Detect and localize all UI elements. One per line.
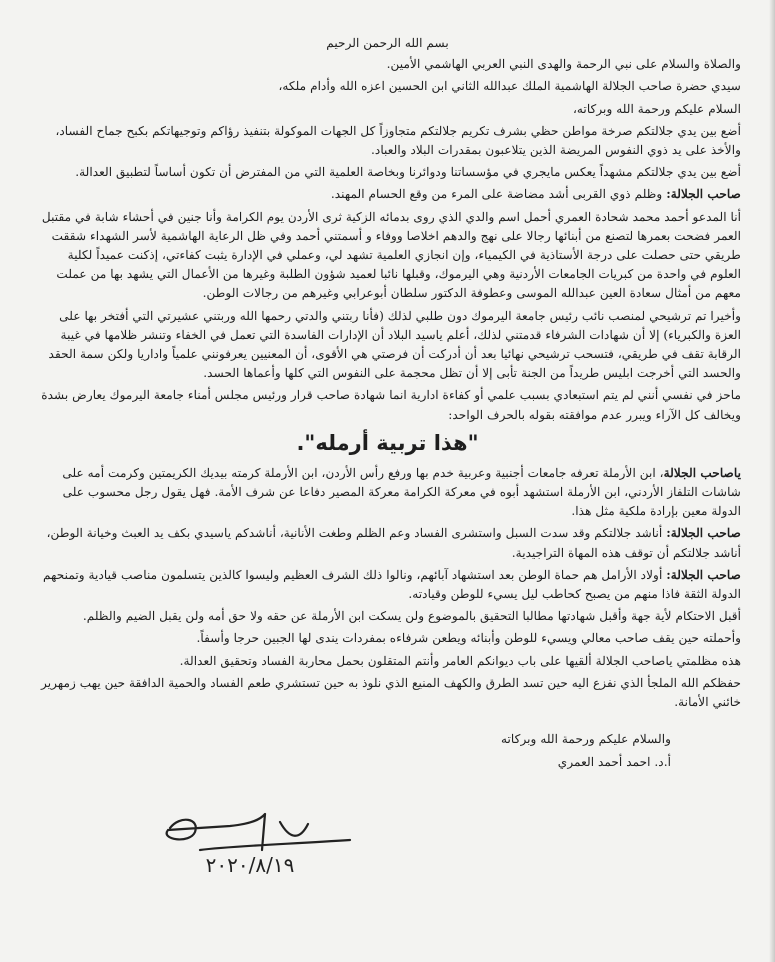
paragraph-11: وأحملته حين يقف صاحب معالي ويسيء للوطن وأبنائه ويطعن شرفاءه بمفردات يندى لها الجبين حرجا وأسفاً. xyxy=(196,631,741,646)
paragraph-8-lead: صاحب الجلالة: xyxy=(666,526,741,541)
paragraph-13: حفظكم الله الملجأ الذي نفزع اليه حين تسد الطرق والكهف المنيع الذي نلوذ به حين تستشري طعم الفساد والحمية الدافقة حين يهب زمهرير خائني الأمانة. xyxy=(41,675,741,710)
paragraph-10: أقبل الاحتكام لأية جهة وأقبل شهادتها مطالبا التحقيق بالموضوع ولن يسكت ابن الأرملة عن حقه ولا حق أمه ولن يقبل الضيم والظلم. xyxy=(82,609,741,624)
signature-date: ٢٠٢٠/٨/١٩ xyxy=(205,853,295,877)
handwritten-signature xyxy=(140,810,360,880)
greeting-line: السلام عليكم ورحمة الله وبركاته، xyxy=(572,101,741,116)
paragraph-9 xyxy=(34,566,741,604)
paragraph-3-text: وظلم ذوي القربى أشد مضاضة على المرء من وقع الحسام المهند. xyxy=(330,187,667,202)
salat-line: والصلاة والسلام على نبي الرحمة والهدى النبي العربي الهاشمي الأمين. xyxy=(386,57,741,72)
paragraph-1: أضع بين يدي جلالتكم صرخة مواطن حظي بشرف تكريم جلالتكم متجاوزاً كل الجهات الموكولة بتنفيذ رؤاكم وتوجيهاتكم بكبح جماح الفساد، والأخذ على يد ذوي النفوس المريضة الذين يتلاعبون بمقدرات البلاد والعباد. xyxy=(55,123,741,158)
paragraph-4: أنا المدعو أحمد محمد شحادة العمري أحمل اسم والدي الذي روى بدمائه الزكية ثرى الأردن يوم الكرامة وأنا جنين في أحشاء شابة في مقتبل العمر فضحت بعمرها لتصنع من أبنائها رجالا على نهج والدهم اخلاصا ووفاء و أسمتني أحمد وفي ظل الرعاية الهاشمية لأسر الشهداء شققت طريقي حتى حصلت على درجة الأستاذية في الكيمياء، وإن انجازي العلمية تشهد لي، وعملي في الإدارة يثبت كفاءتي، إذكنت عميداً لكلية العلوم في واحدة من كبريات الجامعات الأردنية وهي اليرموك، وقبلها نائبا لعميد شؤون الطلبة وغيرها من الأعمال التي يشهد بها من عملت معهم من أمثال سعادة العين عبدالله الموسى وعطوفة الدكتور سلطان أبوعرابي وغيرهم من رجالات الوطن. xyxy=(41,209,741,301)
address-line: سيدي حضرة صاحب الجلالة الهاشمية الملك عبدالله الثاني ابن الحسين اعزه الله وأدام ملكه، xyxy=(278,79,741,94)
paragraph-7-lead: ياصاحب الجلالة xyxy=(663,465,741,480)
paragraph-9-text: أولاد الأرامل هم حماة الوطن بعد استشهاد آبائهم، ونالوا ذلك الشرف العظيم وليسوا كالذين يتسلمون مناصب قيادية وتمنحهم الدولة الثقة فاذا منهم من يصبح كحاطب ليل يسيء للوطن وقيادته. xyxy=(43,567,741,602)
paragraph-6: ماحز في نفسي أنني لم يتم استبعادي بسبب علمي أو كفاءة ادارية انما شهادة صاحب قرار ورئيس مجلس أمناء جامعة اليرموك يعارض بشدة ويخالف كل الآراء ويبرر عدم موافقته بقوله بالحرف الواحد: xyxy=(41,388,741,422)
paragraph-7-text: ، ابن الأرملة تعرفه جامعات أجنبية وعربية خدم بها ورفع رأس الأردن، ابن الأرملة كرمته بيديك الكريمتين وكرمت أمه على شاشات التلفاز الأردني، ابن الأرملة استشهد أبوه في معركة الكرامة معركة المصير دفاعا عن شرف الأمة. فهل يقول رجل محسوب على الدولة معين بإرادة ملكية مثل هذا. xyxy=(62,465,741,519)
paragraph-12: هذه مظلمتي ياصاحب الجلالة ألقيها على باب ديوانكم العامر وأنتم المتقلون بحمل محاربة الفساد وتحقيق العدالة. xyxy=(179,653,741,668)
quoted-slogan: "هذا تربية أرمله". xyxy=(296,430,479,455)
paragraph-9-lead: صاحب الجلالة: xyxy=(666,567,741,582)
paragraph-8-text: أناشد جلالتكم وقد سدت السبل واستشرى الفساد وعم الظلم وطغت الأنانية، أناشدكم ياسيدي بكف يد العبث وخيانة الوطن، أناشد جلالتكم أن توقف هذه المهاة التراجيدية. xyxy=(46,526,741,560)
paragraph-8 xyxy=(34,524,741,562)
paragraph-3 xyxy=(34,185,741,204)
signatory-name: أ.د. احمد أحمد العمري xyxy=(557,754,671,769)
closing-line: والسلام عليكم ورحمة الله وبركاته xyxy=(501,732,671,747)
paragraph-2: أضع بين يدي جلالتكم مشهداً يعكس مايجري في مؤسساتنا ودوائرنا وبخاصة العلمية التي من المفترض أن تكون أساساً لتطبيق العدالة. xyxy=(75,165,741,180)
page-edge-shadow xyxy=(769,0,775,962)
basmala: بسم الله الرحمن الرحيم xyxy=(326,36,449,50)
paragraph-5: وأخيرا تم ترشيحي لمنصب نائب رئيس جامعة اليرموك دون طلبي لذلك (فأنا ربتني والدتي رحمها الله وربتني عشيرتي التي أفتخر بها على العزة والكبرياء) إلا أن شهادات الشرفاء قدمتني لذلك، أعلم ياسيد البلاد أن الإدارات الفاسدة التي تعمل في الخفاء وتنشر ظلامها في غيبة الرقابة تقف في طريقي، فتسحب ترشيحي نهائيا بعد أن أدركت أن فرصتي هي الأقوى، أن المعنيين يعرفونني علمياً واداريا ولكن سمة الحقد والحسد التي أخرجت ابليس طريداً من الجنة تأبى إلا أن تظل محجمة على النفوس التي كلها وأعماها الحسد. xyxy=(48,308,741,381)
paragraph-3-lead: صاحب الجلالة: xyxy=(666,187,741,202)
letter-body xyxy=(34,34,741,772)
paragraph-7 xyxy=(34,464,741,522)
